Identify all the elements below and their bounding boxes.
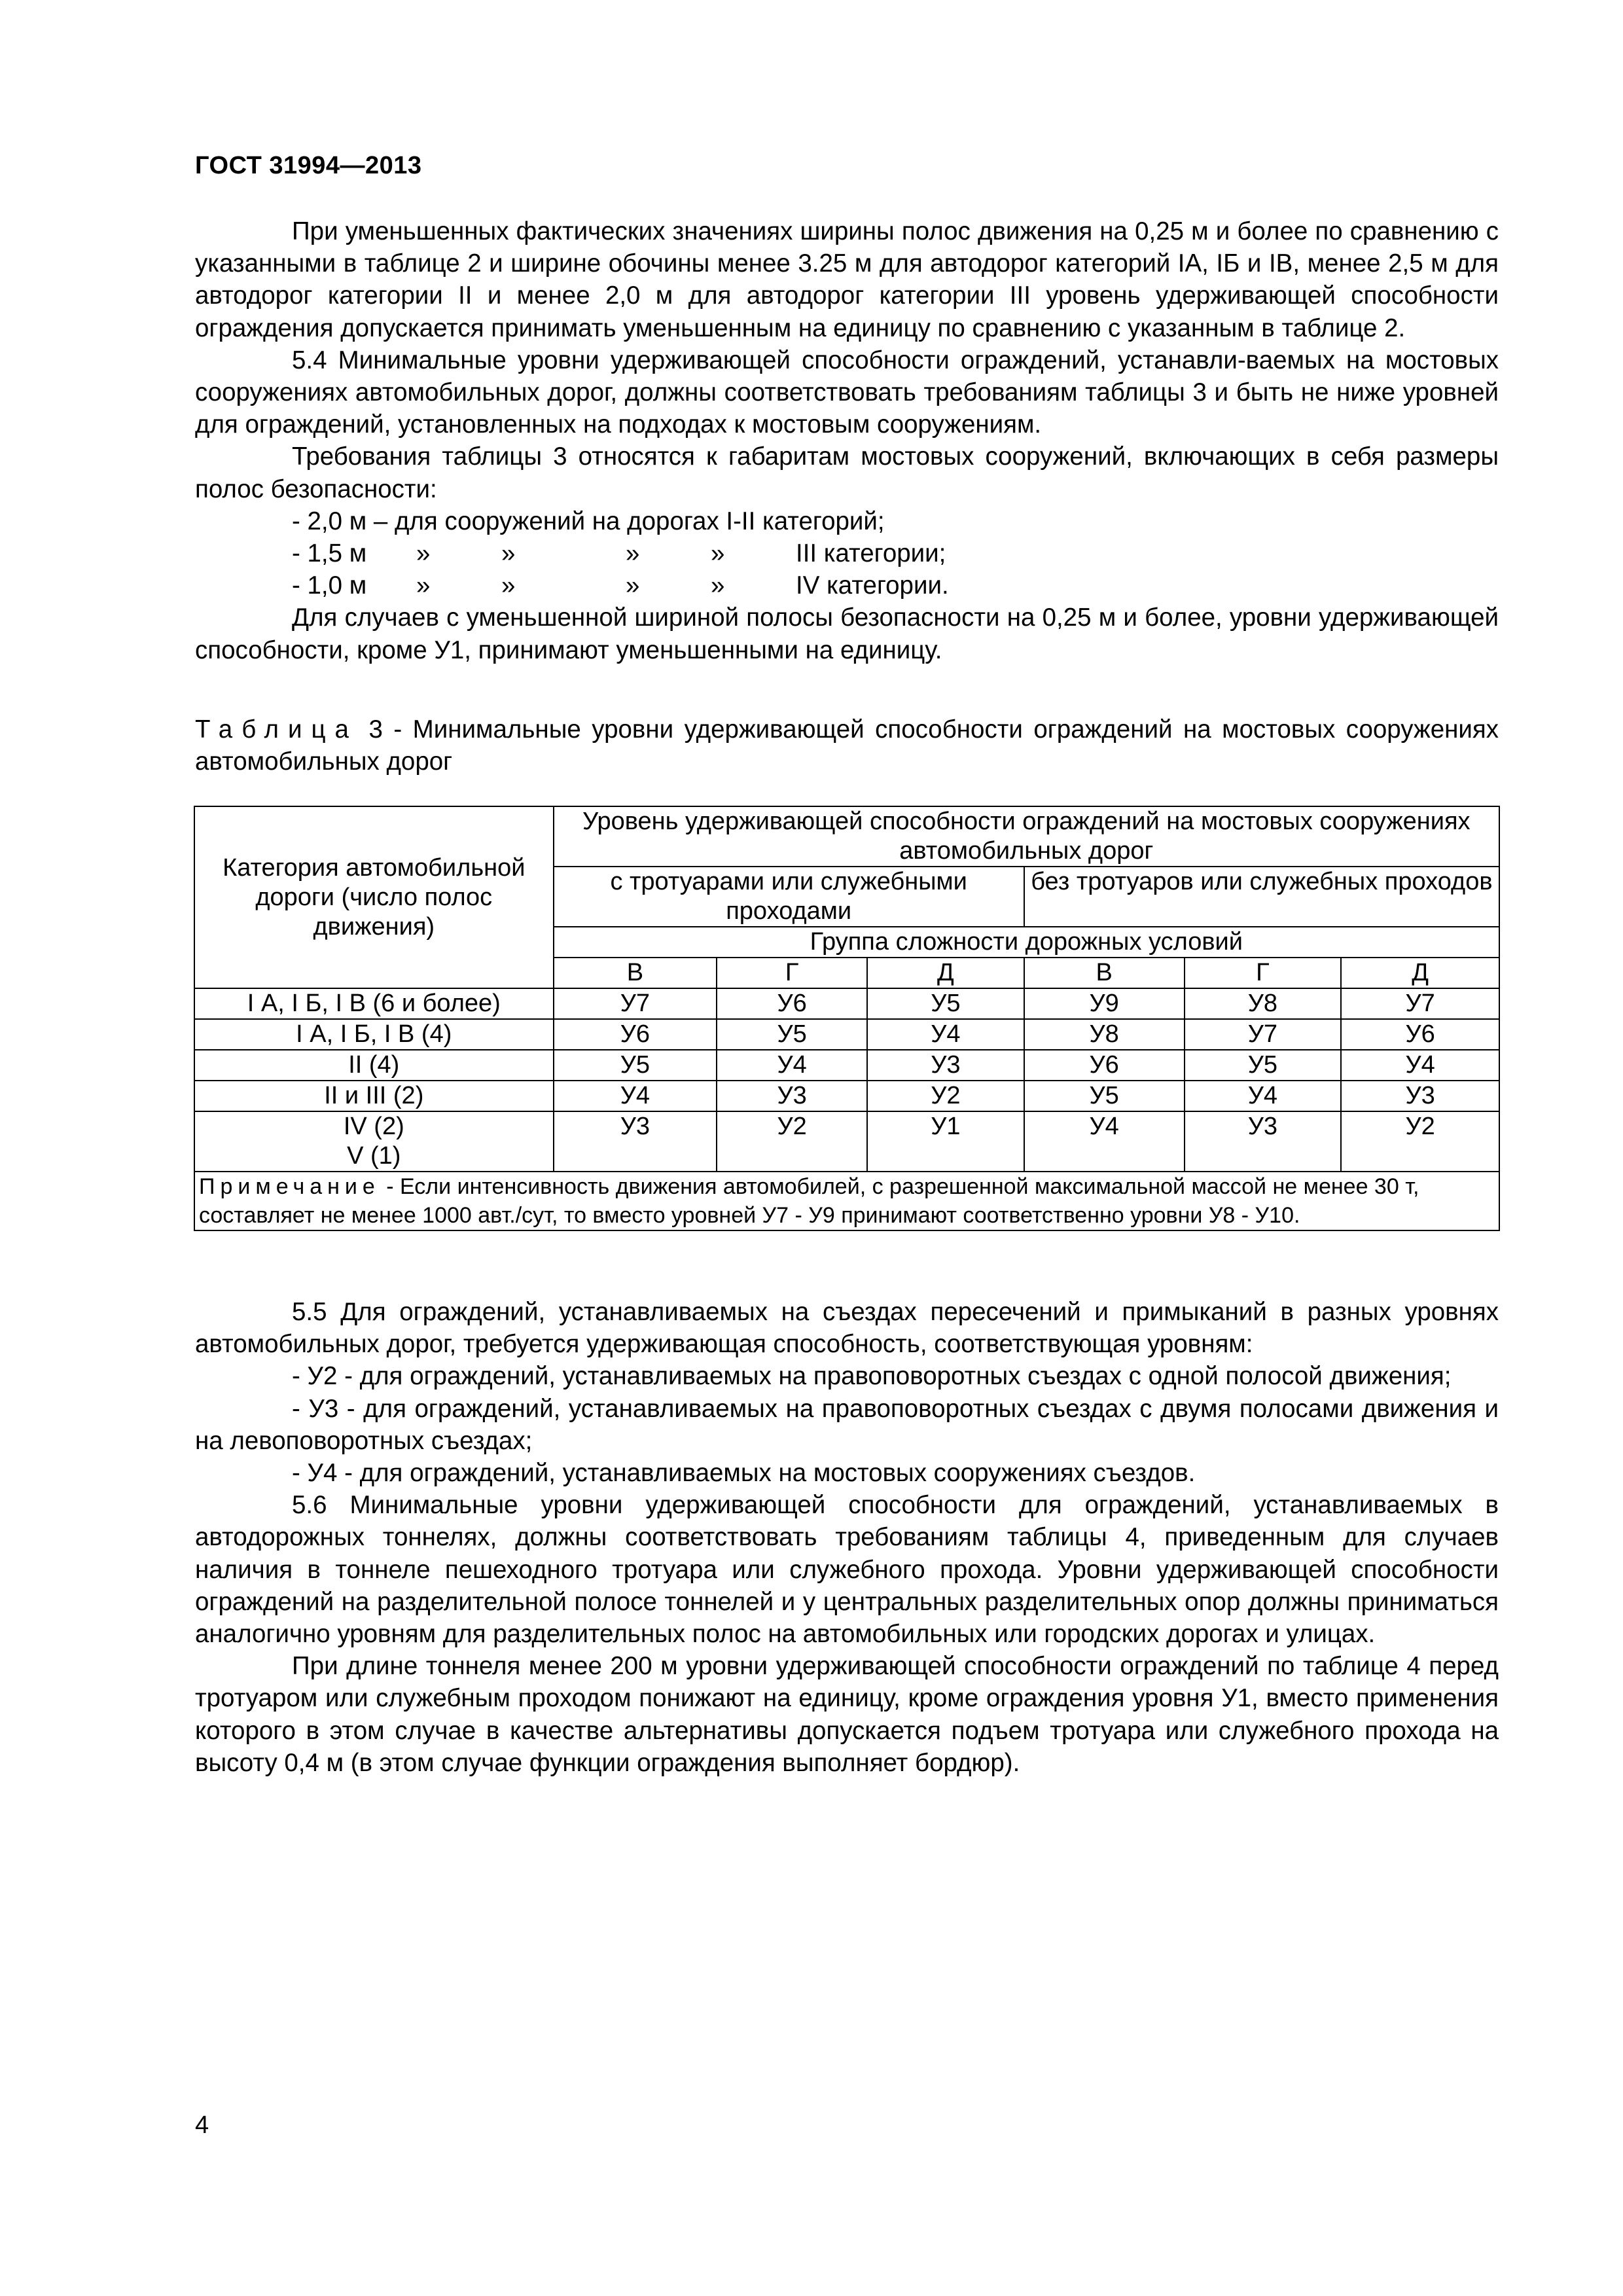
header-complexity: Группа сложности дорожных условий	[554, 927, 1499, 958]
header-without-sidewalk: без тротуаров или служебных проходов	[1024, 867, 1499, 927]
table-cell: У8	[1024, 1019, 1185, 1050]
table-cell: У2	[867, 1081, 1024, 1111]
header-with-sidewalk: с тротуарами или служебными проходами	[554, 867, 1024, 927]
table-cell: У5	[554, 1050, 717, 1081]
table-cell: У6	[717, 988, 867, 1019]
table-cell: У4	[717, 1050, 867, 1081]
table-label: Таблица	[195, 715, 358, 744]
table-cell: У4	[554, 1081, 717, 1111]
paragraph: Требования таблицы 3 относятся к габаритам мостовых сооружений, включающих в себя размеры полос безопасности:	[195, 442, 1499, 503]
list-item: - У2 - для ограждений, устанавливаемых на правоповоротных съездах с одной полосой движения;	[292, 1362, 1452, 1391]
row-category: I А, I Б, I В (4)	[194, 1019, 554, 1050]
table-row	[194, 1050, 1499, 1081]
list-item: - 1,5 м » » » » III категории;	[292, 539, 946, 568]
row-category: II (4)	[194, 1050, 554, 1081]
paragraph-5-4: 5.4 Минимальные уровни удерживающей способности ограждений, устанавли-ваемых на мостовых сооружениях автомобильных дорог, должны соответствовать требованиям таблицы 3 и быть не ниже уровней для ограждений, установленных на подходах к мостовым сооружениям.	[195, 346, 1499, 439]
table-cell: У3	[1341, 1081, 1499, 1111]
group-header: В	[1024, 958, 1185, 988]
group-header: Г	[1185, 958, 1342, 988]
intro-section	[195, 215, 1499, 666]
list-item: - У4 - для ограждений, устанавливаемых на мостовых сооружениях съездов.	[292, 1459, 1196, 1488]
table-row	[194, 988, 1499, 1019]
table-3	[194, 806, 1500, 1231]
table-cell: У6	[1024, 1050, 1185, 1081]
table-cell: У3	[717, 1081, 867, 1111]
table-cell: У5	[867, 988, 1024, 1019]
table-cell: У3	[867, 1050, 1024, 1081]
table-cell: У2	[717, 1111, 867, 1172]
list-item: - 1,0 м » » » » IV категории.	[292, 571, 949, 600]
table-cell: У2	[1341, 1111, 1499, 1172]
group-header: Д	[1341, 958, 1499, 988]
table-cell: У5	[1185, 1050, 1342, 1081]
table-cell: У5	[1024, 1081, 1185, 1111]
row-category: I А, I Б, I В (6 и более)	[194, 988, 554, 1019]
table-cell: У7	[554, 988, 717, 1019]
group-header: Д	[867, 958, 1024, 988]
table-row	[194, 1081, 1499, 1111]
table-cell: У3	[554, 1111, 717, 1172]
paragraph-5-6: 5.6 Минимальные уровни удерживающей способности для ограждений, устанавливаемых в автодорожных тоннелях, должны соответствовать требованиям таблицы 4, приведенным для случаев наличия в тоннеле пешеходного тротуара или служебного прохода. Уровни удерживающей способности ограждений на разделительной полосе тоннелей и у центральных разделительных опор должны приниматься аналогично уровням для разделительных полос на автомобильных или городских дорогах и улицах.	[195, 1491, 1499, 1649]
table-cell: У5	[717, 1019, 867, 1050]
table-cell: У9	[1024, 988, 1185, 1019]
safety-strip-list	[195, 505, 1499, 602]
table-note-row	[194, 1172, 1499, 1230]
note-label: Примечание	[199, 1174, 380, 1199]
header-category: Категория автомобильной дороги (число полос движения)	[194, 806, 554, 988]
paragraph: Для случаев с уменьшенной шириной полосы безопасности на 0,25 м и более, уровни удерживающей способности, кроме У1, принимают уменьшенными на единицу.	[195, 603, 1499, 664]
table-cell: У7	[1185, 1019, 1342, 1050]
table-cell: У4	[867, 1019, 1024, 1050]
document-code-header: ГОСТ 31994—2013	[195, 152, 422, 179]
paragraph: При длине тоннеля менее 200 м уровни удерживающей способности ограждений по таблице 4 перед тротуаром или служебным проходом понижают на единицу, кроме ограждения уровня У1, вместо применения которого в этом случае в качестве альтернативы допускается подъем тротуара или служебного прохода на высоту 0,4 м (в этом случае функции ограждения выполняет бордюр).	[195, 1652, 1499, 1777]
table-cell: У6	[1341, 1019, 1499, 1050]
table-row	[194, 1111, 1499, 1172]
list-item: - 2,0 м – для сооружений на дорогах I-II категорий;	[292, 507, 885, 535]
header-level: Уровень удерживающей способности ограждений на мостовых сооружениях автомобильных дорог	[554, 806, 1499, 867]
table-cell: У4	[1185, 1081, 1342, 1111]
table-3-caption	[195, 713, 1499, 778]
table-cell: У7	[1341, 988, 1499, 1019]
row-category: II и III (2)	[194, 1081, 554, 1111]
table-cell: У3	[1185, 1111, 1342, 1172]
page-number: 4	[195, 2111, 209, 2139]
table-cell: У8	[1185, 988, 1342, 1019]
group-header: В	[554, 958, 717, 988]
table-cell: У4	[1024, 1111, 1185, 1172]
list-item: - У3 - для ограждений, устанавливаемых на правоповоротных съездах с двумя полосами движения и на левоповоротных съездах;	[195, 1394, 1499, 1455]
table-row	[194, 1019, 1499, 1050]
table-cell: У6	[554, 1019, 717, 1050]
table-cell: У1	[867, 1111, 1024, 1172]
paragraph: При уменьшенных фактических значениях ширины полос движения на 0,25 м и более по сравнению с указанными в таблице 2 и ширине обочины менее 3.25 м для автодорог категорий IA, IБ и IB, менее 2,5 м для автодорог категории II и менее 2,0 м для автодорог категории III уровень удерживающей способности ограждения допускается принимать уменьшенным на единицу по сравнению с указанным в таблице 2.	[195, 217, 1499, 342]
table-header-row	[194, 806, 1499, 867]
group-header: Г	[717, 958, 867, 988]
sections-5-5-5-6	[195, 1296, 1499, 1779]
paragraph-5-5: 5.5 Для ограждений, устанавливаемых на съездах пересечений и примыканий в разных уровнях автомобильных дорог, требуется удерживающая способность, соответствующая уровням:	[195, 1298, 1499, 1359]
table-cell: У4	[1341, 1050, 1499, 1081]
table-title: 3 - Минимальные уровни удерживающей способности ограждений на мостовых сооружениях автомобильных дорог	[195, 715, 1499, 776]
table-note	[194, 1172, 1499, 1230]
row-category: IV (2) V (1)	[194, 1111, 554, 1172]
note-text: - Если интенсивность движения автомобилей, с разрешенной максимальной массой не менее 30 т, составляет не менее 1000 авт./сут, то вместо уровней У7 - У9 принимают соответственно уровни У8 - У10.	[199, 1174, 1419, 1228]
